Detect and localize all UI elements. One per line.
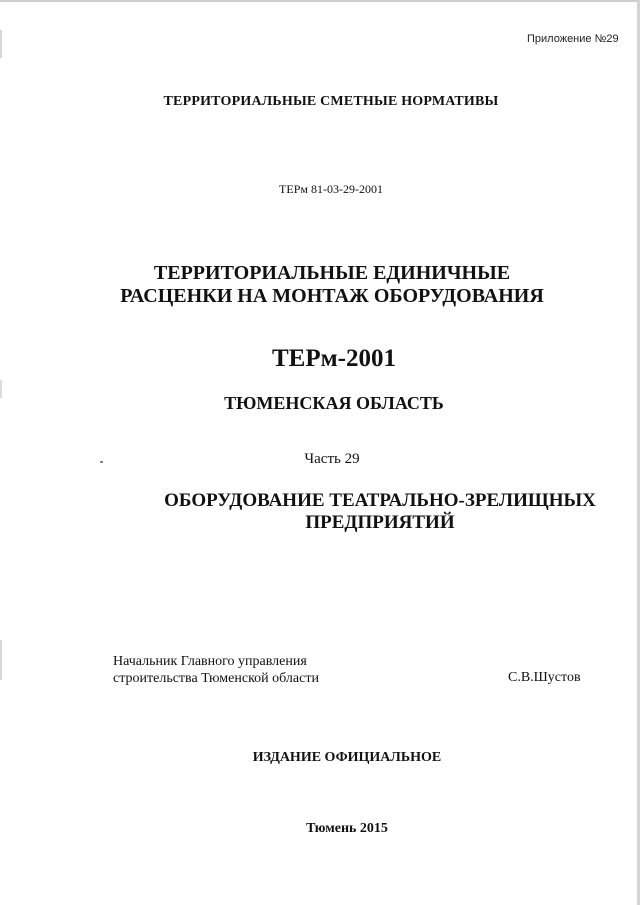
place-year: Тюмень 2015 [306, 821, 388, 836]
title-line-1: ТЕРРИТОРИАЛЬНЫЕ ЕДИНИЧНЫЕ [153, 262, 511, 284]
document-title [12, 262, 640, 308]
title-line-2: РАСЦЕНКИ НА МОНТАЖ ОБОРУДОВАНИЯ [120, 285, 544, 307]
scan-edge-left [0, 380, 2, 398]
section-line-1: ОБОРУДОВАНИЕ ТЕАТРАЛЬНО-ЗРЕЛИЩНЫХ [164, 490, 596, 511]
part-number: Часть 29 [304, 451, 360, 467]
document-code: ТЕРм 81-03-29-2001 [279, 182, 383, 196]
edition-label: ИЗДАНИЕ ОФИЦИАЛЬНОЕ [252, 750, 442, 765]
position-line-2: строительства Тюменской области [113, 671, 319, 686]
appendix-label: Приложение №29 [527, 33, 619, 45]
document-header: ТЕРРИТОРИАЛЬНЫЕ СМЕТНЫЕ НОРМАТИВЫ [163, 94, 499, 109]
region-name: ТЮМЕНСКАЯ ОБЛАСТЬ [224, 393, 444, 413]
scan-edge-top [0, 0, 640, 2]
position-line-1: Начальник Главного управления [113, 654, 307, 669]
section-line-2: ПРЕДПРИЯТИЙ [305, 512, 455, 533]
section-title [60, 490, 640, 534]
short-title: ТЕРм-2001 [272, 345, 396, 372]
scan-edge-left [0, 30, 2, 58]
signatory-position [113, 653, 319, 687]
scan-edge-left [0, 640, 2, 680]
signatory-name: С.В.Шустов [508, 670, 581, 685]
